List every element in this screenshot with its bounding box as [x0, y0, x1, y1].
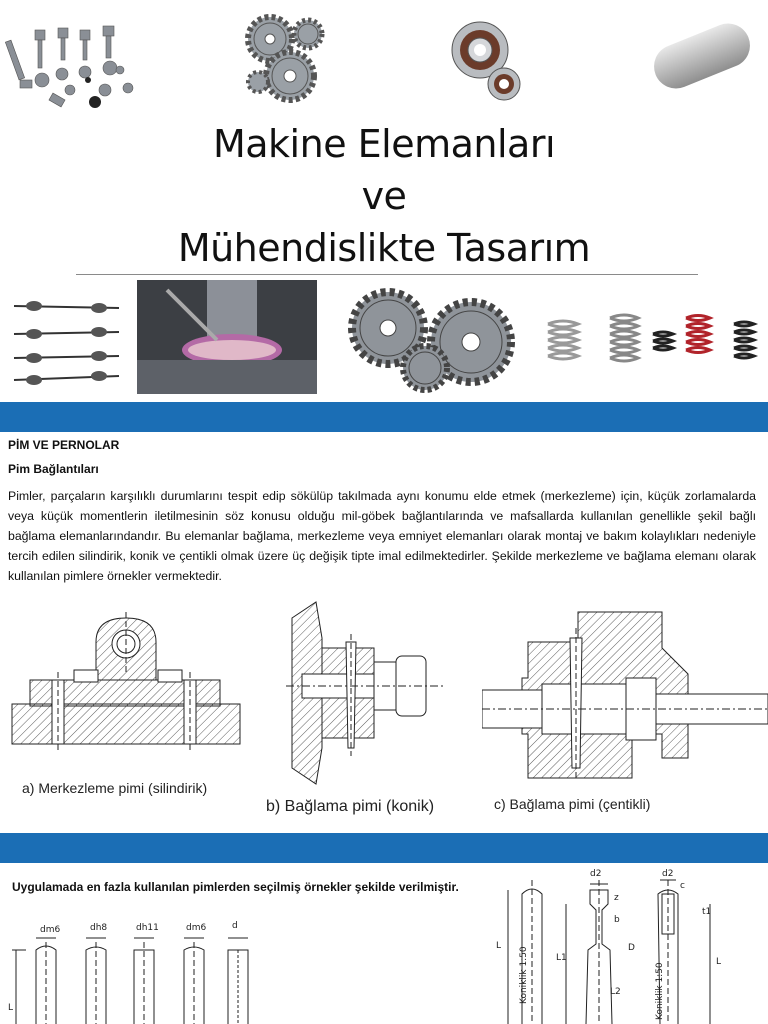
label-D: D	[628, 943, 635, 953]
figure-b-caption: b) Bağlama pimi (konik)	[266, 798, 435, 815]
label-L-left: L	[8, 1003, 14, 1013]
label-b: b	[614, 915, 620, 925]
label-z: z	[614, 893, 619, 903]
label-d-h11: dh11	[136, 923, 159, 933]
label-d-m6: dm6	[40, 925, 61, 935]
label-d-h8: dh8	[90, 923, 108, 933]
spur-gears-image	[343, 286, 518, 394]
parallel-key-image	[640, 4, 760, 114]
bolts-nuts-image	[0, 10, 150, 115]
label-L1: L1	[556, 953, 567, 963]
title-line-3: Mühendislikte Tasarım	[177, 226, 591, 270]
label-d-m6b: dm6	[186, 923, 207, 933]
bearings-image	[448, 10, 528, 105]
drive-shafts-image	[4, 286, 128, 390]
cylindrical-pin-types-drawing	[4, 912, 254, 1024]
label-L2: L2	[610, 987, 621, 997]
label-d: d	[232, 921, 238, 931]
title-line-2: ve	[361, 174, 407, 218]
examples-intro: Uygulamada en fazla kullanılan pimlerden seçilmiş örnekler şekilde verilmiştir.	[12, 880, 459, 894]
label-L-cone3: L	[716, 957, 722, 967]
welding-image	[137, 280, 317, 394]
gears-image	[230, 4, 340, 114]
label-c: c	[680, 881, 685, 891]
figure-c-caption: c) Bağlama pimi (çentikli)	[494, 796, 651, 812]
section-band-top	[0, 402, 768, 432]
label-d2-a: d2	[590, 869, 602, 879]
section-paragraph: Pimler, parçaların karşılıklı durumlarını tespit edip sökülüp takılmada aynı konumu elde etmek (merkezleme) için, küçük zorlamalarda veya küçük momentlerin iletilmesinin söz konusu olduğu mil-göbek bağlantılarında ve mafsallarda kullanılan genellikle şekil bağlı bağlama elemanlarındandır. Bu elemanlar bağlama, merkezleme veya emniyet elemanları olarak montaj ve bakım kolaylıkları nedeniyle tercih edilen silindirik, konik ve çentikli olmak üzere üç değişik tipte imal edilmektedirler. Şekilde merkezleme ve bağlama elemanı olarak kullanılan pimlere örnekler vermektedir.	[8, 489, 756, 583]
figure-conical-pin	[286, 598, 446, 788]
label-konik-1: Koniklik 1:50	[519, 946, 529, 1004]
springs-image	[538, 304, 760, 376]
title-divider	[76, 274, 698, 275]
conical-pin-types-drawing	[490, 864, 768, 1024]
label-d2-b: d2	[662, 869, 674, 879]
label-t1: t1	[702, 907, 712, 917]
figure-cylindrical-pin	[8, 612, 244, 762]
page-title	[0, 118, 768, 274]
section-band-bottom	[0, 833, 768, 863]
top-image-strip	[0, 0, 768, 118]
middle-image-strip	[0, 280, 768, 398]
title-line-1: Makine Elemanları	[212, 122, 556, 166]
label-konik-2: Koniklik 1:50	[655, 962, 665, 1020]
section-heading: PİM VE PERNOLAR	[8, 438, 120, 452]
figure-notched-pin	[482, 608, 768, 780]
section-subheading: Pim Bağlantıları	[8, 462, 99, 476]
label-L-cone1: L	[496, 941, 502, 951]
figure-a-caption: a) Merkezleme pimi (silindirik)	[22, 780, 208, 796]
